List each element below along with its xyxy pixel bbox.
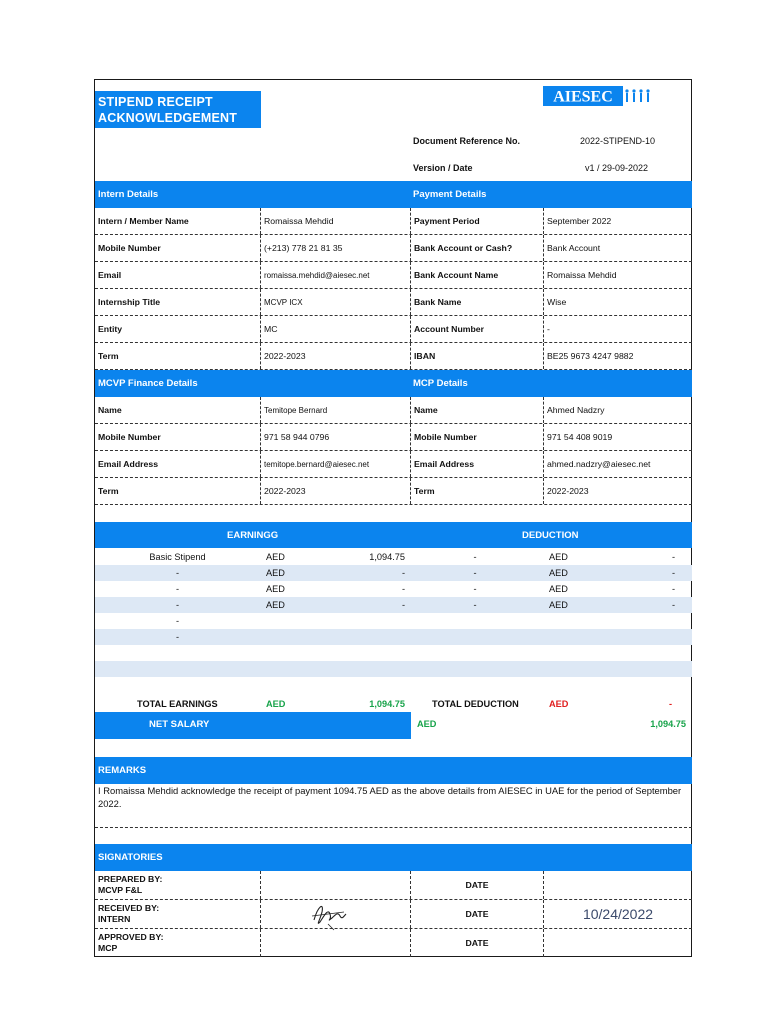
earning-currency: AED	[266, 568, 285, 578]
earning-name	[95, 677, 260, 693]
deduction-currency: AED	[549, 584, 568, 594]
field-label: Term	[98, 486, 119, 496]
detail-row	[95, 208, 692, 235]
deduction-currency	[549, 661, 589, 677]
field-value: -	[543, 316, 692, 342]
earning-name: -	[175, 616, 180, 626]
field-value: MCVP ICX	[260, 289, 410, 315]
payment-details-title: Payment Details	[413, 189, 487, 200]
earnings-header	[95, 522, 692, 548]
deduction-name	[435, 677, 515, 693]
signatory-role-line2: INTERN	[98, 914, 131, 924]
date-value[interactable]	[543, 929, 692, 957]
field-value: Temitope Bernard	[260, 397, 410, 423]
net-salary-label: NET SALARY	[149, 719, 210, 730]
deduction-name	[435, 613, 515, 629]
field-value: Romaissa Mehdid	[543, 262, 692, 288]
detail-row	[95, 397, 692, 424]
field-label: Entity	[98, 324, 123, 334]
field-label: Bank Account or Cash?	[410, 235, 543, 261]
deduction-name: -	[473, 552, 477, 562]
deduction-amount: -	[671, 552, 675, 562]
signatory-role-line1: APPROVED BY:	[98, 932, 164, 942]
signature-image	[308, 898, 352, 932]
deduction-currency	[549, 677, 589, 693]
field-label: Internship Title	[98, 297, 161, 307]
detail-row	[95, 235, 692, 262]
earning-name	[95, 661, 260, 677]
deduction-amount: -	[671, 600, 675, 610]
signatory-role-line2: MCVP F&L	[98, 885, 143, 895]
earning-currency: AED	[266, 584, 285, 594]
total-deduction-value: -	[669, 699, 673, 709]
deduction-name: -	[473, 600, 477, 610]
field-value: 2022-2023	[260, 343, 410, 369]
earning-currency	[266, 677, 306, 693]
date-value[interactable]	[543, 871, 692, 899]
mcvp-mcp-header	[95, 370, 692, 397]
deduction-amount	[635, 645, 675, 661]
signatory-row	[95, 871, 692, 900]
signatory-role	[95, 929, 260, 957]
earning-currency	[266, 613, 306, 629]
field-value: September 2022	[543, 208, 692, 234]
earning-name	[95, 645, 260, 661]
title-line-2: ACKNOWLEDGEMENT	[98, 111, 238, 125]
signatory-role-line1: PREPARED BY:	[98, 874, 163, 884]
earning-amount	[345, 613, 405, 629]
earnings-row	[95, 645, 692, 661]
deduction-amount	[635, 629, 675, 645]
field-label: Email Address	[410, 451, 543, 477]
field-value: romaissa.mehdid@aiesec.net	[260, 262, 410, 288]
field-value: Wise	[543, 289, 692, 315]
earning-name: -	[175, 632, 180, 642]
field-value: MC	[260, 316, 410, 342]
mcvp-details-title: MCVP Finance Details	[98, 378, 198, 389]
deduction-name	[435, 661, 515, 677]
remarks-header	[95, 757, 692, 784]
totals-row	[95, 696, 692, 712]
deduction-name: -	[473, 568, 477, 578]
field-label: Mobile Number	[98, 243, 161, 253]
field-label: Intern / Member Name	[98, 216, 189, 226]
detail-row	[95, 478, 692, 505]
deduction-currency	[549, 629, 589, 645]
earning-name: Basic Stipend	[149, 552, 206, 562]
field-label: Name	[410, 397, 543, 423]
version-label: Version / Date	[413, 163, 473, 173]
field-label: Payment Period	[410, 208, 543, 234]
deduction-amount	[635, 661, 675, 677]
doc-ref-value: 2022-STIPEND-10	[580, 136, 656, 146]
total-earnings-currency: AED	[266, 699, 286, 709]
deduction-name	[435, 645, 515, 661]
field-value: Romaissa Mehdid	[260, 208, 410, 234]
deduction-currency	[549, 645, 589, 661]
earning-name: -	[175, 600, 180, 610]
signatory-role	[95, 900, 260, 928]
document-title	[95, 91, 261, 128]
field-value: temitope.bernard@aiesec.net	[260, 451, 410, 477]
deduction-currency: AED	[549, 568, 568, 578]
field-label: Bank Account Name	[410, 262, 543, 288]
field-label: Name	[98, 405, 122, 415]
date-value[interactable]: 10/24/2022	[543, 900, 692, 928]
field-value: 971 54 408 9019	[543, 424, 692, 450]
detail-row	[95, 262, 692, 289]
field-value: 2022-2023	[543, 478, 692, 504]
field-label: Email Address	[98, 459, 159, 469]
field-value: Bank Account	[543, 235, 692, 261]
net-salary-currency: AED	[417, 719, 437, 729]
field-label: Term	[410, 478, 543, 504]
signatory-row	[95, 929, 692, 957]
detail-row	[95, 316, 692, 343]
earning-amount	[345, 629, 405, 645]
remarks-title: REMARKS	[98, 765, 147, 776]
detail-row	[95, 289, 692, 316]
total-earnings-label: TOTAL EARNINGS	[137, 699, 218, 709]
earnings-row	[95, 581, 692, 597]
earning-currency	[266, 645, 306, 661]
deduction-title: DEDUCTION	[522, 530, 579, 541]
earnings-title: EARNINGG	[227, 530, 279, 541]
field-value: ahmed.nadzry@aiesec.net	[543, 451, 692, 477]
earning-name: -	[175, 584, 180, 594]
earnings-row	[95, 549, 692, 565]
date-label: DATE	[410, 929, 543, 957]
doc-ref-label: Document Reference No.	[413, 136, 521, 146]
earning-amount	[345, 677, 405, 693]
deduction-currency: AED	[549, 552, 568, 562]
signatory-role-line2: MCP	[98, 943, 118, 953]
earning-amount: 1,094.75	[369, 552, 405, 562]
deduction-currency	[549, 613, 589, 629]
logo-text: AIESEC	[553, 88, 613, 106]
field-label: Account Number	[410, 316, 543, 342]
field-label: Mobile Number	[410, 424, 543, 450]
field-label: Bank Name	[410, 289, 543, 315]
field-value: (+213) 778 21 81 35	[260, 235, 410, 261]
deduction-amount: -	[671, 568, 675, 578]
total-earnings-value: 1,094.75	[369, 699, 405, 709]
earnings-row	[95, 677, 692, 693]
net-salary-value: 1,094.75	[650, 719, 686, 729]
signatory-row	[95, 900, 692, 929]
earning-amount: -	[401, 568, 405, 578]
earning-amount	[345, 645, 405, 661]
field-label: Term	[98, 351, 119, 361]
earning-currency: AED	[266, 600, 285, 610]
field-value: Ahmed Nadzry	[543, 397, 692, 423]
earning-currency	[266, 661, 306, 677]
signature-field[interactable]	[260, 929, 410, 957]
detail-row	[95, 343, 692, 370]
earnings-row	[95, 661, 692, 677]
field-value: BE25 9673 4247 9882	[543, 343, 692, 369]
field-label: Email	[98, 270, 122, 280]
earnings-row	[95, 597, 692, 613]
signatories-title: SIGNATORIES	[98, 852, 163, 863]
total-deduction-currency: AED	[549, 699, 569, 709]
deduction-currency: AED	[549, 600, 568, 610]
field-label: Mobile Number	[98, 432, 161, 442]
earning-amount: -	[401, 584, 405, 594]
earning-amount	[345, 661, 405, 677]
earnings-row	[95, 613, 692, 629]
earning-name: -	[175, 568, 180, 578]
total-deduction-label: TOTAL DEDUCTION	[432, 699, 519, 709]
earnings-row	[95, 629, 692, 645]
detail-row	[95, 451, 692, 478]
deduction-amount	[635, 677, 675, 693]
earning-currency: AED	[266, 552, 285, 562]
earnings-row	[95, 565, 692, 581]
version-value: v1 / 29-09-2022	[585, 163, 649, 173]
deduction-amount	[635, 613, 675, 629]
field-value: 2022-2023	[260, 478, 410, 504]
mcp-details-title: MCP Details	[413, 378, 468, 389]
deduction-amount: -	[671, 584, 675, 594]
earning-amount: -	[401, 600, 405, 610]
signature-field[interactable]	[260, 871, 410, 899]
date-label: DATE	[410, 900, 543, 928]
deduction-name	[435, 629, 515, 645]
date-label: DATE	[410, 871, 543, 899]
deduction-name: -	[473, 584, 477, 594]
signatory-role-line1: RECEIVED BY:	[98, 903, 160, 913]
signatory-role	[95, 871, 260, 899]
net-salary-bar	[95, 712, 411, 739]
intern-payment-header	[95, 181, 692, 208]
intern-details-title: Intern Details	[98, 189, 159, 200]
earning-currency	[266, 629, 306, 645]
detail-row	[95, 424, 692, 451]
aiesec-logo	[543, 86, 653, 106]
remarks-text: I Romaissa Mehdid acknowledge the receipt of payment 1094.75 AED as the above details from AIESEC in UAE for the period of September 2022.	[95, 784, 692, 828]
title-line-1: STIPEND RECEIPT	[98, 95, 213, 109]
field-value: 971 58 944 0796	[260, 424, 410, 450]
signatories-header	[95, 844, 692, 871]
field-label: IBAN	[410, 343, 543, 369]
